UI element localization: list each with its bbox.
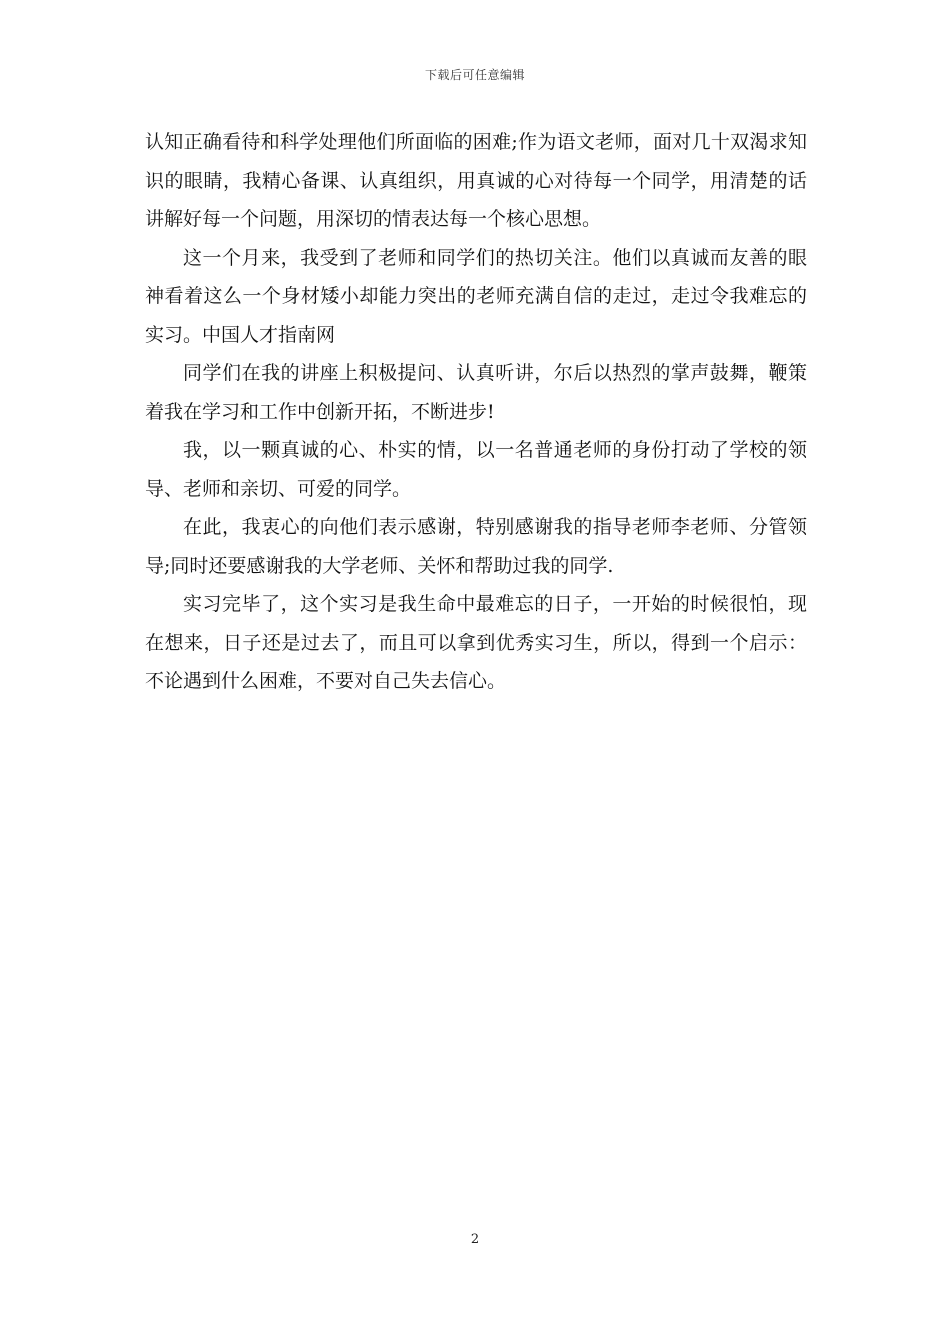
page-number: 2	[470, 1232, 480, 1247]
paragraph-4: 我，以一颗真诚的心、朴实的情，以一名普通老师的身份打动了学校的领导、老师和亲切、可爱的同学。	[145, 439, 807, 500]
header-note: 下载后可任意编辑	[424, 68, 525, 82]
paragraph-5: 在此，我衷心的向他们表示感谢，特别感谢我的指导老师李老师、分管领导;同时还要感谢我的大学老师、关怀和帮助过我的同学.	[145, 516, 807, 577]
paragraph-2: 这一个月来，我受到了老师和同学们的热切关注。他们以真诚而友善的眼神看着这么一个身材矮小却能力突出的老师充满自信的走过，走过令我难忘的实习。中国人才指南网	[145, 246, 807, 346]
paragraph-6: 实习完毕了，这个实习是我生命中最难忘的日子，一开始的时候很怕，现在想来，日子还是过去了，而且可以拿到优秀实习生，所以，得到一个启示：不论遇到什么困难，不要对自己失去信心。	[145, 593, 807, 692]
body-text	[145, 123, 807, 701]
paragraph-1: 认知正确看待和科学处理他们所面临的困难;作为语文老师，面对几十双渴求知识的眼睛，我精心备课、认真组织，用真诚的心对待每一个同学，用清楚的话讲解好每一个问题，用深切的情表达每一个核心思想。	[145, 131, 807, 230]
paragraph-3: 同学们在我的讲座上积极提问、认真听讲，尔后以热烈的掌声鼓舞，鞭策着我在学习和工作中创新开拓，不断进步!	[145, 362, 807, 423]
